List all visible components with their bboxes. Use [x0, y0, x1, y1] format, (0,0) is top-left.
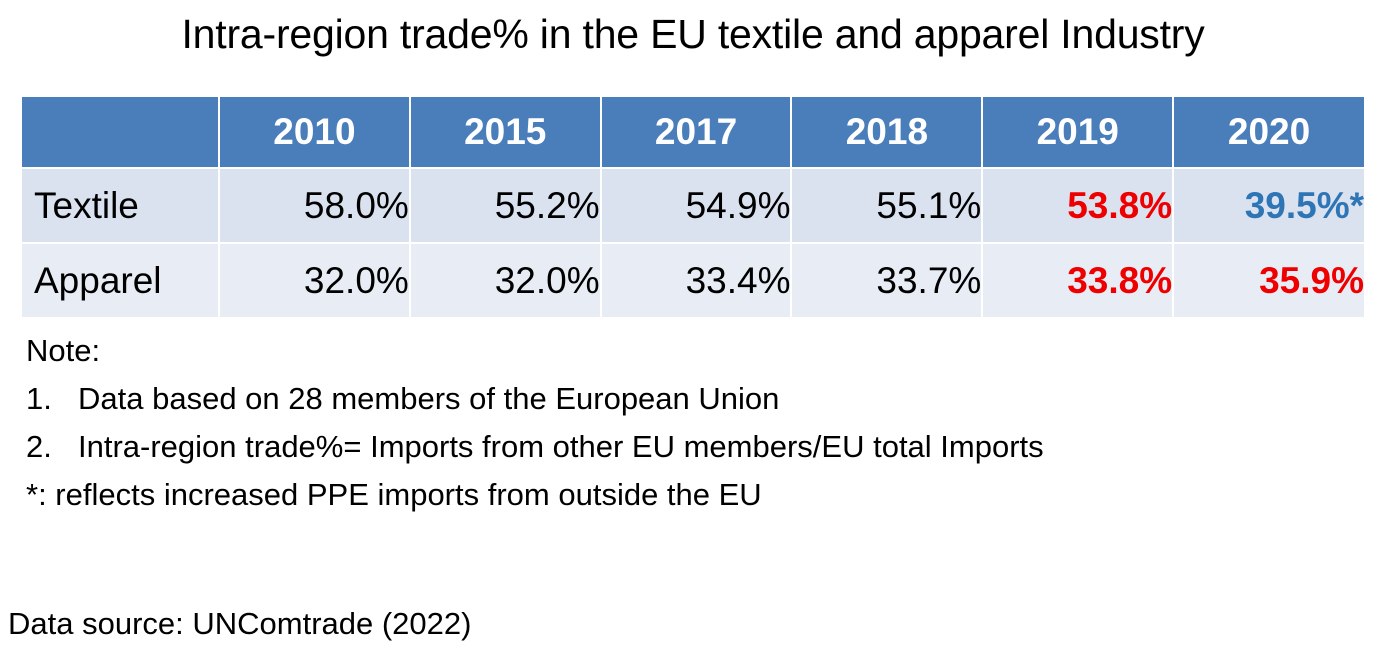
cell-apparel-2020: 35.9% — [1173, 243, 1364, 317]
row-header-apparel: Apparel — [22, 243, 219, 317]
notes-heading: Note: — [26, 333, 101, 369]
note-item-1-number: 1. — [26, 381, 52, 417]
column-header-2018: 2018 — [791, 97, 982, 168]
page-title: Intra-region trade% in the EU textile and apparel Industry — [181, 11, 1205, 57]
data-source: Data source: UNComtrade (2022) — [8, 606, 472, 641]
column-header-2017: 2017 — [601, 97, 792, 168]
table-row — [22, 168, 1364, 243]
cell-textile-2020: 39.5%* — [1173, 168, 1364, 243]
asterisk-note: *: reflects increased PPE imports from outside the EU — [26, 477, 762, 513]
table-row — [22, 243, 1364, 317]
column-header-2020: 2020 — [1173, 97, 1364, 168]
table-corner-cell — [22, 97, 219, 168]
note-item-1 — [26, 375, 1386, 423]
cell-textile-2018: 55.1% — [791, 168, 982, 243]
cell-apparel-2017: 33.4% — [601, 243, 792, 317]
cell-apparel-2010: 32.0% — [219, 243, 410, 317]
cell-apparel-2015: 32.0% — [410, 243, 601, 317]
table-body — [22, 168, 1364, 317]
cell-textile-2019: 53.8% — [982, 168, 1173, 243]
table-header — [22, 97, 1364, 168]
note-item-2 — [26, 423, 1386, 471]
cell-apparel-2018: 33.7% — [791, 243, 982, 317]
note-item-2-text: Intra-region trade%= Imports from other EU members/EU total Imports — [78, 429, 1044, 465]
cell-textile-2010: 58.0% — [219, 168, 410, 243]
header-row — [22, 97, 1364, 168]
note-item-2-number: 2. — [26, 429, 52, 465]
trade-share-table — [22, 97, 1364, 317]
table-container — [22, 97, 1364, 317]
column-header-2019: 2019 — [982, 97, 1173, 168]
notes-block — [26, 327, 1386, 519]
cell-textile-2015: 55.2% — [410, 168, 601, 243]
column-header-2010: 2010 — [219, 97, 410, 168]
row-header-textile: Textile — [22, 168, 219, 243]
cell-apparel-2019: 33.8% — [982, 243, 1173, 317]
column-header-2015: 2015 — [410, 97, 601, 168]
cell-textile-2017: 54.9% — [601, 168, 792, 243]
note-item-1-text: Data based on 28 members of the European Union — [78, 381, 780, 417]
